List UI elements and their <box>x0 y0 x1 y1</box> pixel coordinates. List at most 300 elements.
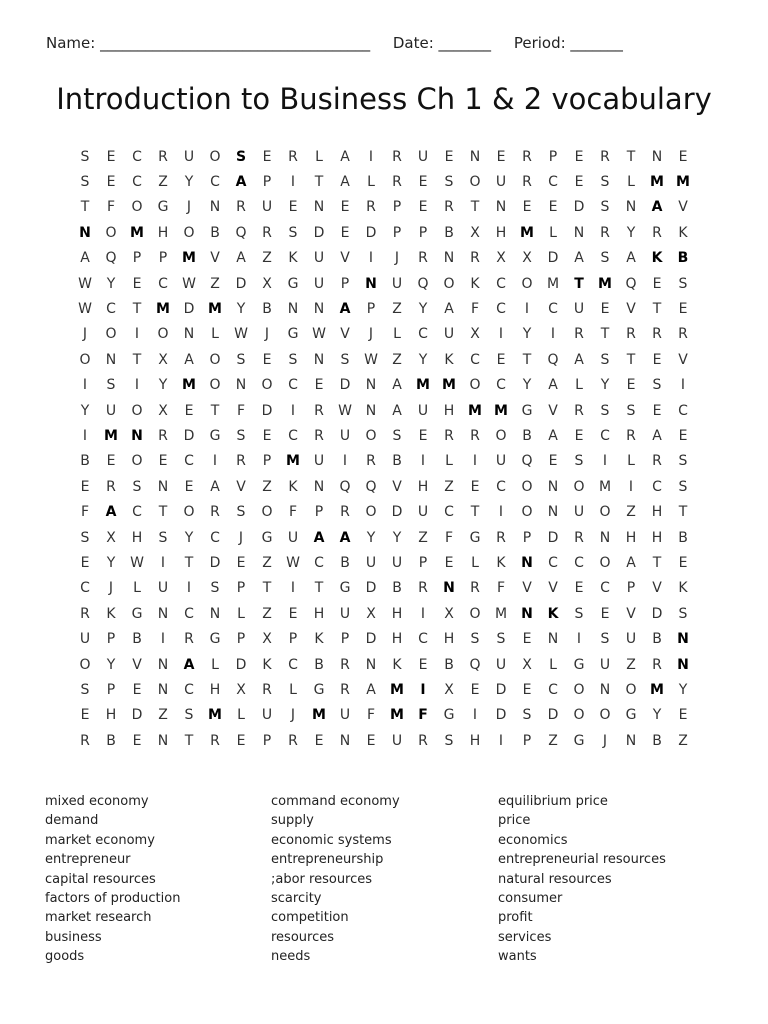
grid-letter: R <box>340 681 350 698</box>
grid-letter: U <box>625 631 637 648</box>
grid-letter: Y <box>366 529 376 546</box>
grid-letter: D <box>547 250 559 267</box>
grid-letter: S <box>235 148 247 165</box>
grid-letter: M <box>494 402 508 419</box>
grid-letter: S <box>106 377 116 394</box>
grid-letter: P <box>106 631 116 648</box>
grid-letter: I <box>550 326 556 343</box>
grid-letter: R <box>262 681 272 698</box>
grid-letter: Y <box>184 529 194 546</box>
grid-letter: U <box>183 148 195 165</box>
grid-letter: O <box>209 377 221 394</box>
grid-letter: P <box>392 224 402 241</box>
grid-letter: B <box>210 224 220 241</box>
grid-letter: R <box>652 656 662 673</box>
grid-letter: A <box>339 301 351 318</box>
grid-letter: O <box>183 224 195 241</box>
grid-letter: B <box>106 732 116 749</box>
grid-letter: A <box>80 250 90 267</box>
grid-letter: N <box>443 580 455 597</box>
grid-letter: L <box>627 453 635 470</box>
grid-letter: L <box>549 656 557 673</box>
grid-letter: O <box>79 351 91 368</box>
grid-letter: L <box>575 377 583 394</box>
grid-letter: A <box>651 199 663 216</box>
grid-letter: K <box>106 605 116 622</box>
grid-letter: E <box>314 377 324 394</box>
grid-letter: D <box>365 631 377 648</box>
grid-letter: V <box>626 301 636 318</box>
grid-letter: O <box>209 148 221 165</box>
grid-letter: M <box>598 478 612 495</box>
grid-letter: H <box>105 707 117 724</box>
grid-row <box>72 271 696 296</box>
grid-letter: B <box>132 631 142 648</box>
grid-letter: Q <box>625 275 637 292</box>
grid-letter: O <box>105 326 117 343</box>
grid-letter: P <box>106 681 116 698</box>
grid-letter: Q <box>105 250 117 267</box>
grid-letter: N <box>339 732 351 749</box>
grid-letter: B <box>80 453 90 470</box>
grid-letter: C <box>652 478 662 495</box>
grid-letter: A <box>652 427 662 444</box>
grid-letter: E <box>678 707 688 724</box>
grid-letter: D <box>339 377 351 394</box>
word-list-item: scarcity <box>271 890 322 906</box>
grid-letter: C <box>288 427 298 444</box>
grid-letter: E <box>574 174 584 191</box>
grid-row <box>72 626 696 651</box>
grid-letter: F <box>470 301 480 318</box>
grid-letter: Z <box>262 554 272 571</box>
grid-letter: S <box>600 402 610 419</box>
grid-letter: U <box>339 707 351 724</box>
grid-letter: M <box>468 402 482 419</box>
grid-letter: V <box>548 580 558 597</box>
grid-letter: T <box>652 301 662 318</box>
grid-letter: X <box>262 631 272 648</box>
grid-letter: H <box>651 504 663 521</box>
grid-letter: B <box>678 529 688 546</box>
grid-letter: C <box>496 377 506 394</box>
grid-letter: I <box>498 326 504 343</box>
grid-letter: Y <box>678 681 688 698</box>
grid-letter: G <box>625 707 637 724</box>
grid-letter: P <box>236 631 246 648</box>
grid-letter: Q <box>365 478 377 495</box>
grid-letter: S <box>600 631 610 648</box>
grid-letter: E <box>574 580 584 597</box>
grid-letter: S <box>600 199 610 216</box>
grid-letter: C <box>548 681 558 698</box>
word-list-item: equilibrium price <box>498 794 608 809</box>
grid-letter: N <box>547 631 559 648</box>
grid-row <box>72 525 696 550</box>
grid-letter: I <box>290 580 296 597</box>
grid-letter: R <box>600 224 610 241</box>
grid-letter: N <box>547 504 559 521</box>
grid-letter: C <box>106 301 116 318</box>
grid-row <box>72 373 696 398</box>
grid-letter: S <box>236 504 246 521</box>
grid-letter: L <box>315 148 323 165</box>
grid-letter: F <box>288 504 298 521</box>
word-list-item: factors of production <box>45 890 181 906</box>
grid-letter: J <box>82 326 88 343</box>
grid-letter: G <box>339 580 351 597</box>
grid-letter: O <box>365 504 377 521</box>
grid-letter: H <box>443 402 455 419</box>
grid-letter: E <box>522 199 532 216</box>
grid-letter: N <box>183 326 195 343</box>
grid-letter: T <box>158 504 168 521</box>
word-list-item: business <box>45 929 102 945</box>
grid-letter: K <box>314 631 324 648</box>
grid-letter: E <box>522 631 532 648</box>
grid-letter: N <box>157 681 169 698</box>
grid-letter: O <box>131 453 143 470</box>
grid-letter: G <box>157 199 169 216</box>
grid-row <box>72 652 696 677</box>
grid-letter: N <box>365 377 377 394</box>
grid-letter: D <box>391 504 403 521</box>
grid-letter: U <box>443 326 455 343</box>
grid-letter: E <box>626 377 636 394</box>
grid-letter: E <box>548 199 558 216</box>
grid-letter: U <box>391 554 403 571</box>
grid-letter: N <box>79 224 91 241</box>
grid-letter: R <box>418 250 428 267</box>
grid-letter: Y <box>600 377 610 394</box>
grid-letter: U <box>573 301 585 318</box>
grid-letter: S <box>678 275 688 292</box>
grid-letter: A <box>366 681 376 698</box>
grid-letter: I <box>368 148 374 165</box>
grid-letter: N <box>313 478 325 495</box>
grid-letter: C <box>210 529 220 546</box>
grid-letter: C <box>184 605 194 622</box>
grid-letter: L <box>367 174 375 191</box>
grid-letter: W <box>286 554 300 571</box>
grid-letter: T <box>522 351 532 368</box>
grid-letter: C <box>288 377 298 394</box>
grid-letter: E <box>470 478 480 495</box>
grid-letter: M <box>130 224 144 241</box>
grid-letter: N <box>287 301 299 318</box>
grid-letter: E <box>236 554 246 571</box>
grid-letter: B <box>392 453 402 470</box>
grid-letter: Z <box>262 605 272 622</box>
grid-letter: R <box>184 631 194 648</box>
grid-letter: R <box>314 402 324 419</box>
grid-letter: V <box>678 199 688 216</box>
grid-letter: P <box>132 250 142 267</box>
grid-letter: O <box>131 199 143 216</box>
grid-letter: E <box>496 351 506 368</box>
grid-letter: O <box>105 224 117 241</box>
grid-letter: R <box>158 427 168 444</box>
grid-letter: N <box>131 427 143 444</box>
grid-letter: P <box>548 148 558 165</box>
grid-letter: I <box>680 377 686 394</box>
grid-letter: V <box>652 580 662 597</box>
grid-letter: N <box>235 377 247 394</box>
grid-letter: W <box>234 326 248 343</box>
grid-letter: E <box>288 199 298 216</box>
grid-letter: J <box>186 199 192 216</box>
grid-letter: A <box>574 250 584 267</box>
grid-letter: P <box>262 732 272 749</box>
grid-letter: X <box>444 605 454 622</box>
grid-letter: R <box>236 453 246 470</box>
grid-letter: M <box>156 301 170 318</box>
grid-letter: U <box>495 656 507 673</box>
grid-letter: H <box>469 732 481 749</box>
grid-letter: A <box>339 529 351 546</box>
grid-letter: R <box>80 732 90 749</box>
grid-letter: V <box>626 605 636 622</box>
grid-letter: B <box>392 580 402 597</box>
grid-letter: U <box>417 504 429 521</box>
grid-letter: R <box>600 148 610 165</box>
grid-letter: V <box>210 250 220 267</box>
grid-letter: C <box>470 351 480 368</box>
grid-letter: S <box>132 478 142 495</box>
grid-letter: Y <box>652 707 662 724</box>
grid-letter: E <box>132 732 142 749</box>
grid-letter: B <box>677 250 689 267</box>
header <box>46 34 696 52</box>
grid-letter: D <box>547 707 559 724</box>
word-list-item: price <box>498 813 531 829</box>
grid-letter: L <box>237 605 245 622</box>
grid-letter: Q <box>339 478 351 495</box>
grid-letter: K <box>678 224 688 241</box>
grid-letter: Y <box>418 301 428 318</box>
grid-letter: Z <box>262 250 272 267</box>
grid-letter: S <box>522 707 532 724</box>
grid-letter: E <box>678 148 688 165</box>
grid-row <box>72 728 696 753</box>
date-field[interactable]: Date: _______ <box>392 34 492 52</box>
grid-letter: R <box>470 250 480 267</box>
grid-letter: G <box>313 681 325 698</box>
grid-letter: X <box>106 529 116 546</box>
grid-letter: R <box>574 326 584 343</box>
grid-letter: E <box>106 453 116 470</box>
grid-letter: L <box>627 174 635 191</box>
grid-letter: X <box>262 275 272 292</box>
grid-letter: E <box>678 301 688 318</box>
grid-letter: A <box>626 554 636 571</box>
grid-letter: C <box>574 554 584 571</box>
grid-letter: Z <box>548 732 558 749</box>
grid-letter: R <box>392 174 402 191</box>
grid-letter: E <box>444 148 454 165</box>
grid-letter: W <box>364 351 378 368</box>
grid-letter: N <box>365 275 377 292</box>
grid-letter: I <box>524 301 530 318</box>
grid-letter: I <box>420 605 426 622</box>
grid-row <box>72 576 696 601</box>
grid-letter: M <box>494 605 508 622</box>
word-list-item: resources <box>271 929 335 945</box>
grid-letter: C <box>600 427 610 444</box>
grid-letter: I <box>160 631 166 648</box>
grid-letter: S <box>392 427 402 444</box>
grid-letter: S <box>600 250 610 267</box>
grid-letter: D <box>261 402 273 419</box>
grid-letter: E <box>262 427 272 444</box>
grid-letter: S <box>158 529 168 546</box>
grid-letter: G <box>287 326 299 343</box>
name-field[interactable]: Name: ____________________________________ <box>46 34 371 52</box>
grid-letter: D <box>547 529 559 546</box>
grid-letter: S <box>574 453 584 470</box>
grid-letter: I <box>342 453 348 470</box>
grid-letter: I <box>420 453 426 470</box>
grid-letter: X <box>158 402 168 419</box>
grid-letter: F <box>496 580 506 597</box>
grid-letter: S <box>678 453 688 470</box>
grid-row <box>72 169 696 194</box>
grid-letter: P <box>366 301 376 318</box>
grid-letter: W <box>338 402 352 419</box>
grid-letter: N <box>105 351 117 368</box>
grid-letter: R <box>236 199 246 216</box>
grid-letter: F <box>366 707 376 724</box>
grid-letter: G <box>131 605 143 622</box>
grid-letter: J <box>264 326 270 343</box>
grid-letter: Z <box>158 707 168 724</box>
grid-letter: I <box>602 453 608 470</box>
grid-letter: V <box>340 250 350 267</box>
grid-letter: P <box>236 580 246 597</box>
grid-letter: N <box>313 199 325 216</box>
grid-letter: S <box>236 427 246 444</box>
grid-letter: T <box>132 301 142 318</box>
grid-letter: H <box>443 631 455 648</box>
grid-letter: P <box>158 250 168 267</box>
grid-letter: S <box>678 605 688 622</box>
grid-letter: D <box>183 301 195 318</box>
grid-letter: A <box>574 351 584 368</box>
grid-letter: C <box>184 453 194 470</box>
grid-row <box>72 703 696 728</box>
grid-letter: I <box>82 427 88 444</box>
grid-letter: E <box>574 427 584 444</box>
grid-letter: R <box>314 427 324 444</box>
word-list-item: demand <box>45 813 99 829</box>
grid-letter: X <box>470 326 480 343</box>
word-search-grid <box>72 144 696 753</box>
grid-letter: K <box>547 605 559 622</box>
grid-letter: J <box>238 529 244 546</box>
grid-letter: U <box>573 504 585 521</box>
grid-letter: T <box>80 199 90 216</box>
grid-letter: R <box>470 427 480 444</box>
grid-letter: Y <box>236 301 246 318</box>
grid-row <box>72 322 696 347</box>
grid-letter: K <box>262 656 272 673</box>
grid-letter: I <box>498 732 504 749</box>
grid-letter: R <box>418 580 428 597</box>
word-list-item: supply <box>271 813 314 829</box>
grid-letter: J <box>108 580 114 597</box>
grid-letter: R <box>288 148 298 165</box>
grid-letter: P <box>392 199 402 216</box>
grid-letter: M <box>598 275 612 292</box>
period-field[interactable]: Period: _______ <box>513 34 623 52</box>
grid-letter: T <box>600 326 610 343</box>
grid-letter: G <box>521 402 533 419</box>
grid-letter: G <box>287 275 299 292</box>
grid-letter: B <box>262 301 272 318</box>
grid-letter: N <box>157 478 169 495</box>
grid-letter: U <box>391 275 403 292</box>
grid-letter: N <box>495 199 507 216</box>
page-title: Introduction to Business Ch 1 & 2 vocabulary <box>56 82 712 116</box>
grid-letter: I <box>420 681 426 698</box>
grid-row <box>72 550 696 575</box>
grid-letter: U <box>105 402 117 419</box>
grid-letter: N <box>209 199 221 216</box>
grid-letter: W <box>78 301 92 318</box>
grid-letter: M <box>520 224 534 241</box>
grid-letter: L <box>445 453 453 470</box>
grid-letter: R <box>340 656 350 673</box>
grid-letter: N <box>651 148 663 165</box>
grid-letter: B <box>314 656 324 673</box>
grid-letter: F <box>80 504 90 521</box>
grid-letter: N <box>157 656 169 673</box>
grid-letter: U <box>599 656 611 673</box>
word-list-item: capital resources <box>45 871 156 887</box>
grid-row <box>72 246 696 271</box>
grid-letter: Z <box>392 351 402 368</box>
grid-letter: I <box>498 504 504 521</box>
grid-letter: T <box>626 351 636 368</box>
grid-letter: C <box>548 174 558 191</box>
grid-letter: K <box>678 580 688 597</box>
grid-letter: C <box>548 554 558 571</box>
grid-letter: T <box>678 504 688 521</box>
grid-letter: Y <box>158 377 168 394</box>
grid-row <box>72 398 696 423</box>
grid-letter: F <box>418 707 428 724</box>
grid-letter: B <box>340 554 350 571</box>
grid-letter: P <box>340 631 350 648</box>
grid-letter: R <box>444 199 454 216</box>
grid-letter: F <box>106 199 116 216</box>
grid-row <box>72 601 696 626</box>
grid-letter: R <box>80 605 90 622</box>
grid-letter: D <box>573 199 585 216</box>
grid-letter: P <box>314 504 324 521</box>
grid-letter: T <box>314 580 324 597</box>
grid-letter: I <box>134 377 140 394</box>
grid-letter: O <box>365 427 377 444</box>
grid-letter: M <box>286 453 300 470</box>
grid-letter: U <box>79 631 91 648</box>
word-list-item: economic systems <box>271 832 392 848</box>
grid-letter: G <box>573 732 585 749</box>
grid-letter: O <box>573 707 585 724</box>
word-list-item: natural resources <box>498 871 612 887</box>
grid-letter: E <box>106 148 116 165</box>
grid-letter: E <box>340 224 350 241</box>
